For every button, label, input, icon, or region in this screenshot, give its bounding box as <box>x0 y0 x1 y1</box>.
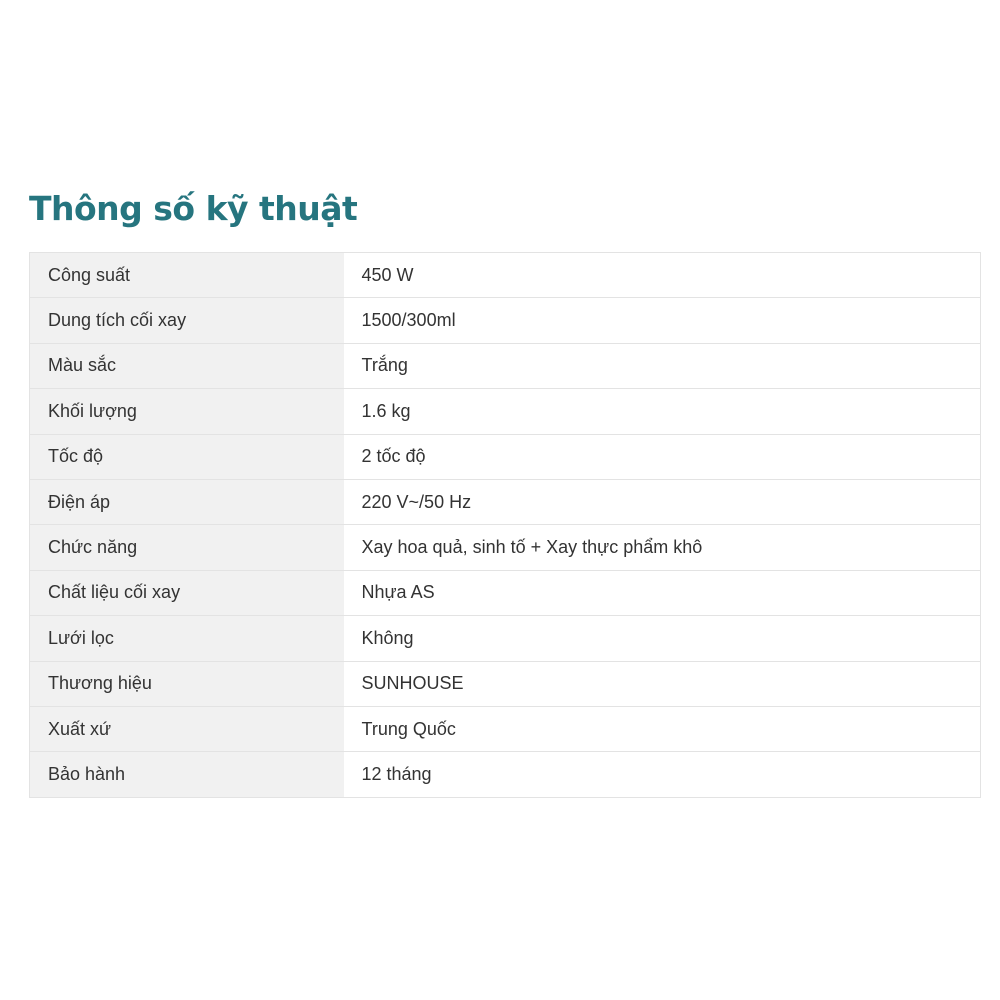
spec-label: Lưới lọc <box>30 616 344 661</box>
spec-label: Khối lượng <box>30 389 344 434</box>
spec-value: 2 tốc độ <box>344 434 981 479</box>
spec-value: 12 tháng <box>344 752 981 797</box>
spec-label: Công suất <box>30 253 344 298</box>
table-row <box>30 616 981 661</box>
spec-value: Trung Quốc <box>344 706 981 751</box>
spec-label: Chất liệu cối xay <box>30 570 344 615</box>
spec-label: Tốc độ <box>30 434 344 479</box>
spec-label: Bảo hành <box>30 752 344 797</box>
table-row <box>30 434 981 479</box>
table-row <box>30 752 981 797</box>
table-row <box>30 661 981 706</box>
table-row <box>30 479 981 524</box>
table-row <box>30 706 981 751</box>
spec-label: Chức năng <box>30 525 344 570</box>
spec-value: 220 V~/50 Hz <box>344 479 981 524</box>
table-row <box>30 570 981 615</box>
spec-label: Điện áp <box>30 479 344 524</box>
table-row <box>30 389 981 434</box>
spec-table <box>29 252 981 798</box>
spec-value: SUNHOUSE <box>344 661 981 706</box>
table-row <box>30 343 981 388</box>
page-title: Thông số kỹ thuật <box>29 189 358 228</box>
spec-value: Không <box>344 616 981 661</box>
table-row <box>30 525 981 570</box>
spec-value: Nhựa AS <box>344 570 981 615</box>
spec-label: Dung tích cối xay <box>30 298 344 343</box>
spec-value: 1.6 kg <box>344 389 981 434</box>
spec-label: Màu sắc <box>30 343 344 388</box>
spec-value: Xay hoa quả, sinh tố + Xay thực phẩm khô <box>344 525 981 570</box>
table-row <box>30 298 981 343</box>
spec-label: Xuất xứ <box>30 706 344 751</box>
spec-value: 450 W <box>344 253 981 298</box>
spec-label: Thương hiệu <box>30 661 344 706</box>
spec-value: 1500/300ml <box>344 298 981 343</box>
spec-value: Trắng <box>344 343 981 388</box>
table-row <box>30 253 981 298</box>
